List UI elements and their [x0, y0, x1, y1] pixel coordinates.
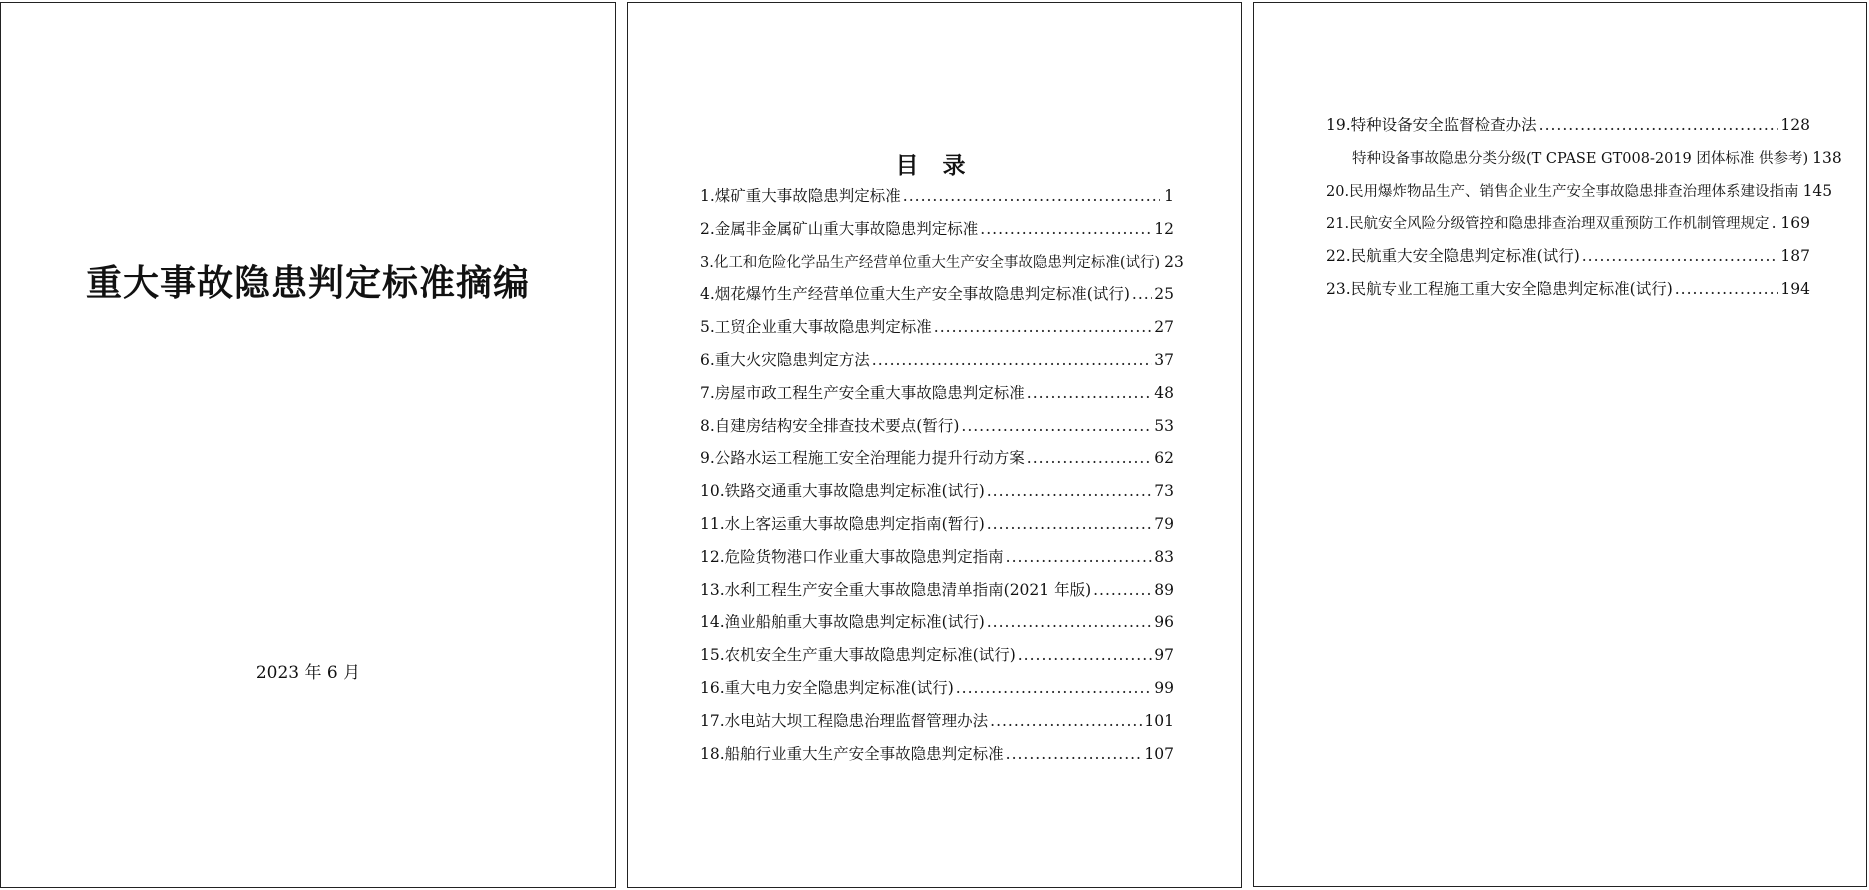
- toc-entry-page-number: 89: [1154, 580, 1174, 599]
- toc-leader-dots: [1772, 213, 1779, 233]
- toc-entry[interactable]: [700, 547, 1174, 580]
- toc-leader-dots: [956, 678, 1153, 698]
- toc-entry-page-number: 73: [1154, 482, 1174, 501]
- toc-entry-page-number: 83: [1154, 547, 1174, 566]
- cover-page: [0, 2, 616, 888]
- toc-leader-dots: [1132, 284, 1152, 304]
- toc-leader-dots: [1018, 645, 1153, 665]
- toc-leader-dots: [990, 711, 1142, 731]
- toc-leader-dots: [1006, 744, 1143, 764]
- toc-entry-title: 5.工贸企业重大事故隐患判定标准: [700, 318, 932, 337]
- toc-leader-dots: [961, 416, 1152, 436]
- toc-entry-title: 21.民航安全风险分级管控和隐患排查治理双重预防工作机制管理规定: [1326, 216, 1770, 233]
- toc-leader-dots: [987, 481, 1153, 501]
- toc-leader-dots: [1675, 279, 1779, 299]
- toc-entry-page-number: 187: [1780, 247, 1810, 266]
- toc-entry-page-number: 128: [1780, 116, 1810, 134]
- toc-entry[interactable]: [700, 317, 1174, 350]
- toc-leader-dots: [1582, 246, 1779, 266]
- toc-entry[interactable]: [1326, 213, 1810, 246]
- toc-entry-title: 特种设备事故隐患分类分级(T CPASE GT008-2019 团体标准 供参考): [1352, 150, 1809, 167]
- toc-entry-page-number: 37: [1154, 350, 1174, 369]
- toc-entry[interactable]: [700, 186, 1174, 219]
- toc-entry-title: 1.煤矿重大事故隐患判定标准: [700, 187, 901, 205]
- toc-entry-title: 22.民航重大安全隐患判定标准(试行): [1326, 247, 1580, 266]
- toc-entry-title: 4.烟花爆竹生产经营单位重大生产安全事故隐患判定标准(试行): [700, 285, 1130, 304]
- toc-entry-title: 11.水上客运重大事故隐患判定指南(暂行): [700, 514, 985, 533]
- toc-entry-title: 2.金属非金属矿山重大事故隐患判定标准: [700, 219, 979, 238]
- toc-entry-page-number: 27: [1154, 318, 1174, 337]
- toc-entry[interactable]: [700, 678, 1174, 711]
- toc-entry-page-number: 62: [1154, 449, 1174, 468]
- toc-page-2: [1253, 2, 1867, 887]
- toc-entry[interactable]: [1326, 246, 1810, 279]
- toc-entry-title: 18.船舶行业重大生产安全事故隐患判定标准: [700, 744, 1004, 763]
- toc-entry[interactable]: [700, 744, 1174, 777]
- toc-entry[interactable]: [700, 711, 1174, 744]
- toc-entry-title: 6.重大火灾隐患判定方法: [700, 350, 870, 369]
- toc-entry-title: 12.危险货物港口作业重大事故隐患判定指南: [700, 547, 1004, 566]
- toc-entry[interactable]: [700, 481, 1174, 514]
- toc-entry[interactable]: [700, 514, 1174, 547]
- toc-entry-page-number: 23: [1164, 252, 1184, 271]
- toc-leader-dots: [1006, 547, 1153, 567]
- cover-date: 2023 年 6 月: [255, 663, 361, 683]
- toc-entry[interactable]: [700, 219, 1174, 252]
- toc-entry-page-number: 48: [1154, 383, 1174, 402]
- toc-entry-page-number: 96: [1154, 613, 1174, 632]
- toc-entry-page-number: 79: [1154, 514, 1174, 533]
- toc-entry[interactable]: [700, 252, 1184, 285]
- toc-entry-page-number: 194: [1780, 279, 1810, 298]
- toc-entry-title: 3.化工和危险化学品生产经营单位重大生产安全事故隐患判定标准(试行): [700, 254, 1161, 271]
- toc-leader-dots: [1539, 115, 1779, 135]
- toc-entry-page-number: 138: [1812, 148, 1842, 167]
- toc-entry[interactable]: [700, 284, 1174, 317]
- toc-entry-page-number: 1: [1164, 187, 1174, 205]
- toc-page-1: [627, 2, 1242, 888]
- toc-leader-dots: [1093, 580, 1152, 600]
- toc-entry[interactable]: [1326, 279, 1810, 312]
- toc-entry[interactable]: [700, 350, 1174, 383]
- toc-leader-dots: [987, 612, 1153, 632]
- toc-entry[interactable]: [700, 416, 1174, 449]
- toc-entry-page-number: 107: [1144, 744, 1174, 763]
- toc-entry-title: 19.特种设备安全监督检查办法: [1326, 116, 1537, 134]
- toc-leader-dots: [872, 350, 1152, 370]
- toc-entry[interactable]: [700, 580, 1174, 613]
- toc-entry-title: 16.重大电力安全隐患判定标准(试行): [700, 678, 954, 697]
- toc-entry[interactable]: [700, 612, 1174, 645]
- toc-entry[interactable]: [1326, 148, 1842, 181]
- toc-entry-title: 17.水电站大坝工程隐患治理监督管理办法: [700, 711, 989, 730]
- toc-entry-page-number: 97: [1154, 646, 1174, 665]
- toc-entry-title: 8.自建房结构安全排查技术要点(暂行): [700, 416, 960, 435]
- toc-entry[interactable]: [700, 645, 1174, 678]
- toc-entry-title: 10.铁路交通重大事故隐患判定标准(试行): [700, 482, 985, 501]
- toc-leader-dots: [903, 186, 1160, 206]
- toc-entry-title: 13.水利工程生产安全重大事故隐患清单指南(2021 年版): [700, 580, 1092, 599]
- toc-entry[interactable]: [700, 448, 1174, 481]
- toc-entry[interactable]: [1326, 181, 1833, 214]
- toc-entry-page-number: 169: [1780, 214, 1810, 233]
- toc-entry-title: 14.渔业船舶重大事故隐患判定标准(试行): [700, 613, 985, 632]
- toc-entry-title: 20.民用爆炸物品生产、销售企业生产安全事故隐患排查治理体系建设指南: [1326, 183, 1799, 200]
- toc-entry-page-number: 12: [1154, 219, 1174, 238]
- toc-leader-dots: [1027, 448, 1152, 468]
- cover-title: 重大事故隐患判定标准摘编: [85, 263, 530, 304]
- toc-entry-page-number: 145: [1802, 181, 1833, 200]
- toc-title: 目 录: [895, 153, 974, 179]
- toc-entry-title: 15.农机安全生产重大事故隐患判定标准(试行): [700, 646, 1016, 665]
- toc-leader-dots: [980, 219, 1152, 239]
- toc-leader-dots: [934, 317, 1152, 337]
- toc-entry-page-number: 101: [1144, 711, 1174, 730]
- toc-entry-title: 23.民航专业工程施工重大安全隐患判定标准(试行): [1326, 279, 1673, 298]
- toc-entry-page-number: 25: [1154, 285, 1174, 304]
- toc-leader-dots: [1027, 383, 1152, 403]
- toc-entry-title: 9.公路水运工程施工安全治理能力提升行动方案: [700, 449, 1025, 468]
- toc-list: [700, 186, 1184, 776]
- toc-list: [1326, 115, 1842, 312]
- toc-entry-page-number: 99: [1154, 678, 1174, 697]
- toc-entry-page-number: 53: [1154, 416, 1174, 435]
- toc-entry[interactable]: [700, 383, 1174, 416]
- toc-entry-title: 7.房屋市政工程生产安全重大事故隐患判定标准: [700, 383, 1025, 402]
- toc-entry[interactable]: [1326, 115, 1810, 148]
- toc-leader-dots: [987, 514, 1153, 534]
